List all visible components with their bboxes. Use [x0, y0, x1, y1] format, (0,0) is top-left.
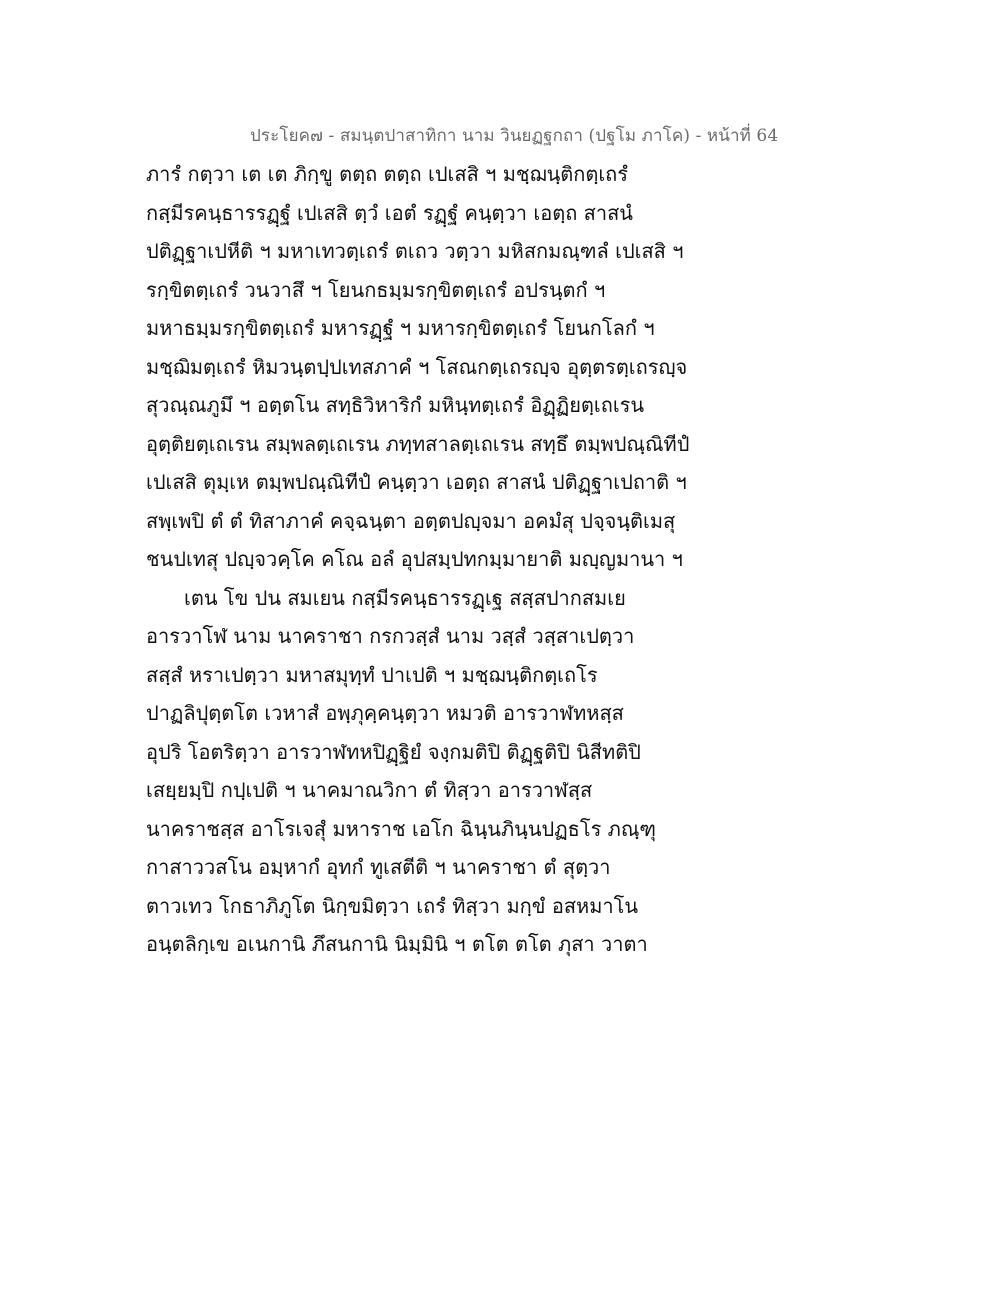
text-line: กาสาววสโน อมฺหากํ อุทกํ ทูเสตีติ ฯ นาคราชา ตํ สุตฺวา	[146, 855, 611, 879]
text-line: สุวณฺณภูมึ ฯ อตฺตโน สทฺธิวิหาริกํ มหินฺทตฺเถรํ อิฏฺฏิยตฺเถเรน	[146, 393, 645, 417]
running-header: ประโยค๗ - สมนฺตปาสาทิกา นาม วินยฏฐกถา (ปฐโม ภาโค) - หน้าที่ 64	[250, 126, 779, 146]
text-line: สสฺสํ หราเปตฺวา มหาสมุทฺทํ ปาเปติ ฯ มชฺฌนฺติกตฺเถโร	[146, 662, 598, 687]
text-line: อุตฺติยตฺเถเรน สมฺพลตฺเถเรน ภทฺทสาลตฺเถเรน สทฺธึ ตมฺพปณฺณิทีปํ	[146, 431, 690, 456]
text-line: อุปริ โอตริตฺวา อารวาฬทหปิฏฺฐิยํ จงฺกมติปิ ติฏฺฐติปิ นิสีทติปิ	[146, 739, 641, 764]
text-line: นาคราชสฺส อาโรเจสุํ มหาราช เอโก ฉินฺนภินฺนปฏธโร ภณฺฑุ	[146, 816, 657, 841]
text-line: เสยฺยมฺปิ กปฺเปติ ฯ นาคมาณวิกา ตํ ทิสฺวา อารวาฬสฺส	[146, 778, 593, 802]
text-line: ปติฏฺฐาเปหีติ ฯ มหาเทวตฺเถรํ ตเถว วตฺวา มหิสกมณฺฑลํ เปเสสิ ฯ	[146, 239, 684, 263]
text-line: มชฺฌิมตฺเถรํ หิมวนฺตปฺปเทสภาคํ ฯ โสณกตฺเถรญฺจ อุตฺตรตฺเถรญฺจ	[146, 354, 688, 379]
text-line: ตาวเทว โกธาภิภูโต นิกฺขมิตฺวา เถรํ ทิสฺวา มกฺขํ อสหมาโน	[146, 893, 639, 918]
text-line: เปเสสิ ตุมฺเห ตมฺพปณฺณิทีปํ คนฺตฺวา เอตฺถ สาสนํ ปติฏฺฐาเปถาติ ฯ	[146, 470, 687, 494]
text-line: อนฺตลิกฺเข อเนกานิ ภึสนกานิ นิมฺมินิ ฯ ตโต ตโต ภุสา วาตา	[146, 932, 648, 956]
text-line: มหาธมฺมรกฺขิตตฺเถรํ มหารฏฺฐํ ฯ มหารกฺขิตตฺเถรํ โยนกโลกํ ฯ	[146, 316, 655, 340]
text-line: ภารํ กตฺวา เต เต ภิกฺขู ตตฺถ ตตฺถ เปเสสิ ฯ มชฺฌนฺติกตฺเถรํ	[146, 162, 629, 186]
text-line: กสฺมีรคนฺธารรฏฺฐํ เปเสสิ ตฺวํ เอตํ รฏฺฐํ คนฺตฺวา เอตฺถ สาสนํ	[146, 200, 633, 225]
text-line: ปาฏลิปุตฺตโต เวหาสํ อพฺภุคฺคนฺตฺวา หมวติ อารวาฬทหสฺส	[146, 701, 624, 725]
text-line: อารวาโฬ นาม นาคราชา กรกวสฺสํ นาม วสฺสํ วสฺสาเปตฺวา	[146, 624, 635, 648]
text-line: ชนปเทสุ ปญฺจวคฺโค คโณ อลํ อุปสมฺปทกมฺมายาติ มญฺญมานา ฯ	[146, 547, 683, 571]
text-line: รกฺขิตตฺเถรํ วนวาสึ ฯ โยนกธมฺมรกฺขิตตฺเถรํ อปรนฺตกํ ฯ	[146, 277, 606, 302]
paragraph-start-line: เตน โข ปน สมเยน กสฺมีรคนฺธารรฏฺเฐ สสฺสปากสมเย	[184, 585, 626, 610]
body-text	[146, 155, 746, 964]
text-line: สพฺเพปิ ตํ ตํ ทิสาภาคํ คจฺฉนฺตา อตฺตปญฺจมา อคมํสุ ปจฺจนฺติเมสุ	[146, 508, 676, 533]
